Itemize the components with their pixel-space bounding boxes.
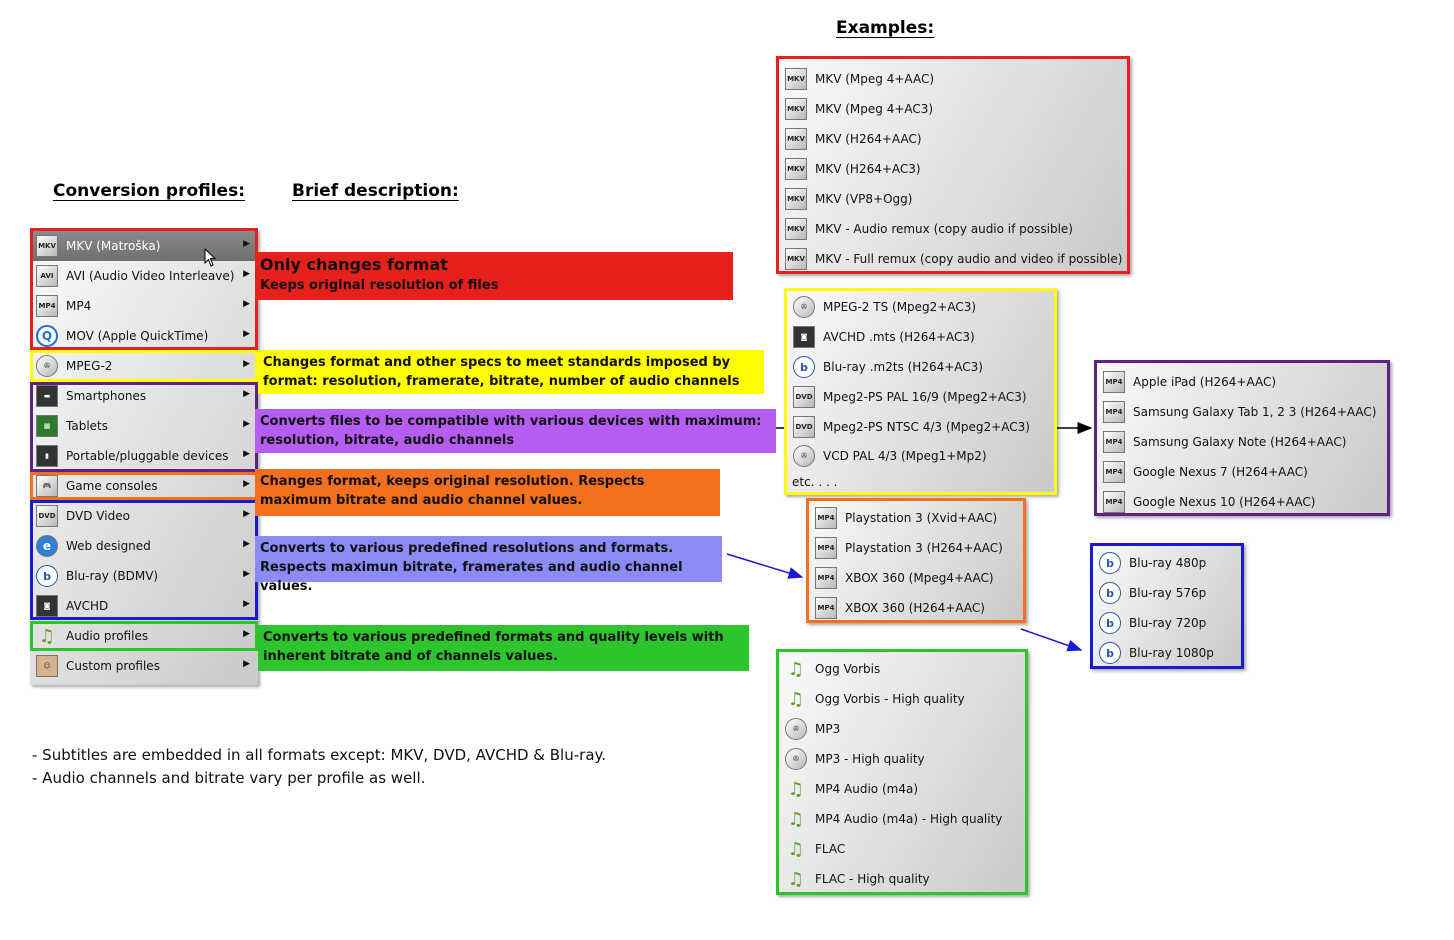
mp4-icon: MP4 (815, 567, 837, 589)
example-item[interactable] (1097, 427, 1387, 457)
example-label: Playstation 3 (H264+AAC) (845, 541, 1003, 555)
profile-mov[interactable] (30, 321, 258, 351)
profile-portable-devices[interactable] (30, 441, 258, 471)
mp4-icon: MP4 (36, 295, 58, 317)
film-reel-icon: ✇ (785, 748, 807, 770)
mkv-icon: MKV (785, 158, 807, 180)
mkv-icon: MKV (785, 188, 807, 210)
example-label: FLAC - High quality (815, 872, 930, 886)
example-label: Samsung Galaxy Tab 1, 2 3 (H264+AAC) (1133, 405, 1377, 419)
example-label: MP4 Audio (m4a) - High quality (815, 812, 1003, 826)
mkv-icon: MKV (785, 218, 807, 240)
bluray-icon: b (793, 356, 815, 378)
music-note-icon: ♫ (787, 778, 805, 800)
mkv-icon: MKV (785, 248, 807, 270)
example-item[interactable] (779, 834, 1025, 864)
profile-label: Blu-ray (BDMV) (66, 569, 159, 583)
user-icon: ☺ (36, 655, 58, 677)
profile-mkv[interactable] (30, 231, 258, 261)
music-note-icon: ♫ (787, 688, 805, 710)
submenu-arrow-icon: ▶ (243, 449, 250, 459)
film-reel-icon: ✇ (36, 355, 58, 377)
description-format-title: Only changes format (260, 255, 448, 274)
example-label: Blu-ray 1080p (1129, 646, 1214, 660)
submenu-arrow-icon: ▶ (243, 509, 250, 519)
example-label: MKV - Full remux (copy audio and video if possible) (815, 252, 1123, 266)
submenu-arrow-icon: ▶ (243, 359, 250, 369)
profile-label: AVI (Audio Video Interleave) (66, 269, 235, 283)
example-label: FLAC (815, 842, 846, 856)
profile-label: MKV (Matroška) (66, 239, 161, 253)
example-label: MKV (Mpeg 4+AAC) (815, 72, 935, 86)
camera-icon: ◙ (36, 595, 58, 617)
music-note-icon: ♫ (787, 808, 805, 830)
example-label: MKV (VP8+Ogg) (815, 192, 913, 206)
profile-label: Game consoles (66, 479, 158, 493)
profile-label: MPEG-2 (66, 359, 113, 373)
example-item[interactable] (787, 352, 1054, 382)
examples-consoles-menu (806, 498, 1026, 623)
example-item[interactable] (787, 412, 1054, 442)
submenu-arrow-icon: ▶ (243, 269, 250, 279)
example-item[interactable] (1097, 397, 1387, 427)
mp4-icon: MP4 (815, 507, 837, 529)
conversion-profiles-heading: Conversion profiles: (53, 181, 246, 201)
example-item[interactable] (1093, 578, 1241, 608)
description-consoles: Changes format, keeps original resolution. Respects maximum bitrate and audio channel values. (255, 469, 720, 516)
note-subtitles: - Subtitles are embedded in all formats except: MKV, DVD, AVCHD & Blu-ray. (32, 746, 607, 764)
tablet-icon: ▦ (36, 415, 58, 437)
example-item[interactable] (1097, 367, 1387, 397)
example-label: Apple iPad (H264+AAC) (1133, 375, 1277, 389)
examples-audio-menu (776, 649, 1028, 895)
mp4-icon: MP4 (815, 597, 837, 619)
profile-label: Web designed (66, 539, 151, 553)
examples-bluray-menu (1090, 543, 1244, 669)
mp4-icon: MP4 (815, 537, 837, 559)
bluray-icon: b (1099, 582, 1121, 604)
example-item[interactable] (809, 503, 1023, 533)
brief-description-heading: Brief description: (292, 181, 459, 201)
examples-etc: etc. . . . (792, 475, 838, 489)
dvd-icon: DVD (36, 505, 58, 527)
dvd-icon: DVD (793, 416, 815, 438)
example-label: MP3 (815, 722, 841, 736)
example-item[interactable] (779, 124, 1127, 154)
smartphone-icon: ▬ (36, 385, 58, 407)
example-item[interactable] (779, 64, 1127, 94)
gamepad-icon: 🎮 (36, 475, 58, 497)
example-label: Google Nexus 7 (H264+AAC) (1133, 465, 1308, 479)
profile-label: MP4 (66, 299, 92, 313)
submenu-arrow-icon: ▶ (243, 569, 250, 579)
example-label: MKV (H264+AC3) (815, 162, 921, 176)
example-label: Blu-ray 576p (1129, 586, 1207, 600)
example-label: XBOX 360 (H264+AAC) (845, 601, 985, 615)
description-audio: Converts to various predefined formats and quality levels with inherent bitrate and of channels values. (258, 625, 749, 671)
examples-mpeg2-menu (784, 288, 1057, 495)
profile-label: Smartphones (66, 389, 147, 403)
example-item[interactable] (1097, 457, 1387, 487)
example-label: Blu-ray 480p (1129, 556, 1207, 570)
profile-label: Tablets (66, 419, 108, 433)
description-devices: Converts files to be compatible with various devices with maximum: resolution, bitrate, audio channels (255, 409, 776, 453)
disc-arrow-to-bluray (1021, 629, 1081, 650)
example-label: MKV (H264+AAC) (815, 132, 922, 146)
examples-mkv-menu (776, 56, 1130, 274)
example-item[interactable] (1097, 487, 1387, 517)
example-item[interactable] (779, 654, 1025, 684)
example-item[interactable] (779, 244, 1127, 274)
example-label: XBOX 360 (Mpeg4+AAC) (845, 571, 994, 585)
example-item[interactable] (787, 322, 1054, 352)
bluray-icon: b (1099, 552, 1121, 574)
example-item[interactable] (787, 441, 1054, 471)
mp4-icon: MP4 (1103, 431, 1125, 453)
profile-custom[interactable] (30, 651, 258, 681)
web-icon: e (36, 535, 58, 557)
example-label: Google Nexus 10 (H264+AAC) (1133, 495, 1316, 509)
bluray-icon: b (1099, 642, 1121, 664)
example-label: Ogg Vorbis (815, 662, 881, 676)
mkv-icon: MKV (785, 68, 807, 90)
description-format (255, 252, 733, 300)
example-item[interactable] (809, 593, 1023, 623)
profile-audio[interactable] (30, 621, 258, 651)
submenu-arrow-icon: ▶ (243, 299, 250, 309)
example-label: Samsung Galaxy Note (H264+AAC) (1133, 435, 1347, 449)
description-mpeg2: Changes format and other specs to meet standards imposed by format: resolution, framerate, bitrate, number of audio channels (258, 350, 764, 394)
mp4-icon: MP4 (1103, 371, 1125, 393)
example-item[interactable] (809, 563, 1023, 593)
example-item[interactable] (779, 714, 1025, 744)
example-item[interactable] (787, 292, 1054, 322)
music-note-icon: ♫ (787, 838, 805, 860)
mkv-icon: MKV (36, 235, 58, 257)
example-item[interactable] (779, 184, 1127, 214)
example-label: MKV - Audio remux (copy audio if possible) (815, 222, 1073, 236)
example-label: Blu-ray 720p (1129, 616, 1207, 630)
example-item[interactable] (1093, 638, 1241, 668)
dvd-icon: DVD (793, 386, 815, 408)
profile-label: Audio profiles (66, 629, 149, 643)
bluray-icon: b (1099, 612, 1121, 634)
profile-game-consoles[interactable] (30, 471, 258, 501)
profile-mpeg2[interactable] (30, 351, 258, 381)
submenu-arrow-icon: ▶ (243, 419, 250, 429)
film-reel-icon: ✇ (793, 445, 815, 467)
example-label: Playstation 3 (Xvid+AAC) (845, 511, 998, 525)
bluray-icon: b (36, 565, 58, 587)
avi-icon: AVI (36, 265, 58, 287)
disc-arrow-to-consoles (727, 554, 802, 577)
submenu-arrow-icon: ▶ (243, 659, 250, 669)
profile-avi[interactable] (30, 261, 258, 291)
example-item[interactable] (779, 154, 1127, 184)
camera-icon: ◙ (793, 326, 815, 348)
submenu-arrow-icon: ▶ (243, 389, 250, 399)
note-audio-channels: - Audio channels and bitrate vary per profile as well. (32, 769, 426, 787)
example-label: MP4 Audio (m4a) (815, 782, 919, 796)
submenu-arrow-icon: ▶ (243, 629, 250, 639)
example-item[interactable] (779, 804, 1025, 834)
example-item[interactable] (809, 533, 1023, 563)
quicktime-icon: Q (36, 325, 58, 347)
profile-web-designed[interactable] (30, 531, 258, 561)
mouse-cursor-icon (204, 248, 218, 268)
submenu-arrow-icon: ▶ (243, 329, 250, 339)
music-note-icon: ♫ (38, 625, 56, 647)
example-label: Ogg Vorbis - High quality (815, 692, 965, 706)
music-note-icon: ♫ (787, 868, 805, 890)
example-label: AVCHD .mts (H264+AC3) (823, 330, 975, 344)
submenu-arrow-icon: ▶ (243, 479, 250, 489)
examples-heading: Examples: (836, 18, 935, 38)
mp4-icon: MP4 (1103, 461, 1125, 483)
example-item[interactable] (1093, 548, 1241, 578)
example-label: MKV (Mpeg 4+AC3) (815, 102, 934, 116)
submenu-arrow-icon: ▶ (243, 239, 250, 249)
profile-label: AVCHD (66, 599, 109, 613)
example-item[interactable] (779, 864, 1025, 894)
example-item[interactable] (1093, 608, 1241, 638)
example-item[interactable] (779, 774, 1025, 804)
profile-smartphones[interactable] (30, 381, 258, 411)
film-reel-icon: ✇ (785, 718, 807, 740)
conversion-profiles-menu (30, 229, 258, 685)
profile-bluray[interactable] (30, 561, 258, 591)
example-label: MP3 - High quality (815, 752, 925, 766)
example-label: MPEG-2 TS (Mpeg2+AC3) (823, 300, 977, 314)
description-disc: Converts to various predefined resolutions and formats. Respects maximun bitrate, framerates and audio channel values. (255, 536, 722, 582)
example-label: Mpeg2-PS NTSC 4/3 (Mpeg2+AC3) (823, 420, 1030, 434)
description-format-text: Keeps original resolution of files (260, 278, 499, 293)
mp4-icon: MP4 (1103, 401, 1125, 423)
example-label: VCD PAL 4/3 (Mpeg1+Mp2) (823, 449, 987, 463)
profile-label: MOV (Apple QuickTime) (66, 329, 209, 343)
example-item[interactable] (779, 684, 1025, 714)
example-label: Mpeg2-PS PAL 16/9 (Mpeg2+AC3) (823, 390, 1027, 404)
portable-device-icon: ▮ (36, 445, 58, 467)
example-item[interactable] (779, 744, 1025, 774)
mkv-icon: MKV (785, 98, 807, 120)
example-item[interactable] (779, 94, 1127, 124)
profile-label: Custom profiles (66, 659, 160, 673)
example-item[interactable] (787, 382, 1054, 412)
example-item[interactable] (779, 214, 1127, 244)
profile-tablets[interactable] (30, 411, 258, 441)
example-label: Blu-ray .m2ts (H264+AC3) (823, 360, 983, 374)
music-note-icon: ♫ (787, 658, 805, 680)
profile-mp4[interactable] (30, 291, 258, 321)
profile-dvd-video[interactable] (30, 501, 258, 531)
examples-devices-menu (1094, 360, 1390, 516)
mkv-icon: MKV (785, 128, 807, 150)
mp4-icon: MP4 (1103, 491, 1125, 513)
submenu-arrow-icon: ▶ (243, 599, 250, 609)
profile-label: Portable/pluggable devices (66, 449, 229, 463)
submenu-arrow-icon: ▶ (243, 539, 250, 549)
film-reel-icon: ✇ (793, 296, 815, 318)
profile-label: DVD Video (66, 509, 130, 523)
profile-avchd[interactable] (30, 591, 258, 621)
